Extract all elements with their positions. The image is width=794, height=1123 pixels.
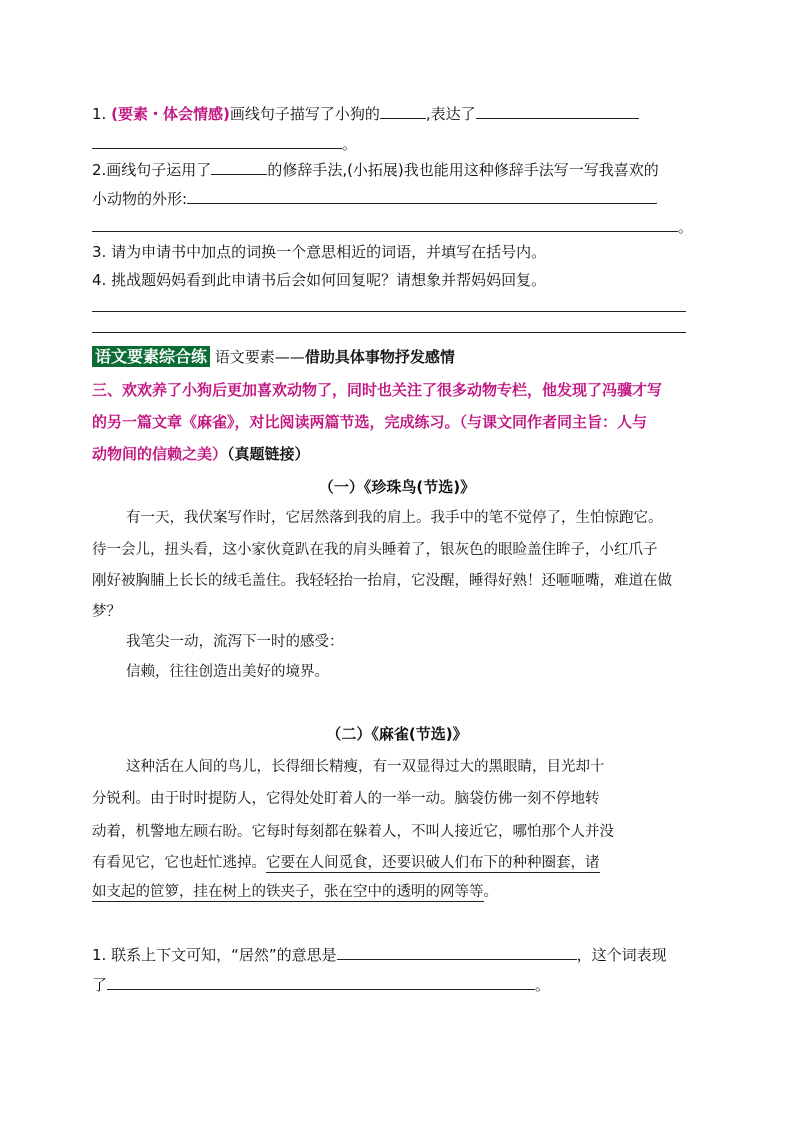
answer-blank[interactable] [92,133,342,149]
intro-source: （真题链接） [227,445,310,463]
passage-2-line [92,853,600,873]
question-tag: (要素・体会情感) [111,105,230,123]
passage-1-line: 刚好被胸脯上长长的绒毛盖住。我轻轻抬一抬肩，它没醒，睡得好熟！还咂咂嘴，难道在做 [92,573,672,589]
question-4: 4. 挑战题妈妈看到此申请书后会如何回复呢？请想象并帮妈妈回复。 [92,271,547,289]
passage-2-line: 动着，机警地左顾右盼。它每时每刻都在躲着人，不叫人接近它，哪怕那个人并没 [92,824,614,840]
period: 。 [535,976,551,994]
passage-1-line: 待一会儿，扭头看，这小家伙竟趴在我的肩头睡着了，银灰色的眼睑盖住眸子，小红爪子 [92,542,658,558]
question-2-line-2 [92,188,657,209]
passage-2-title: （二）《麻雀(节选)》 [326,725,468,743]
section-heading [92,345,455,369]
answer-line[interactable] [92,311,686,312]
answer-blank[interactable] [187,188,657,204]
answer-blank[interactable] [337,944,577,960]
answer-blank[interactable] [92,216,678,232]
passage-1-line: 梦？ [92,604,121,620]
question-text: ,表达了 [425,105,476,123]
passage-1-line: 有一天，我伏案写作时，它居然落到我的肩上。我手中的笔不觉停了，生怕惊跑它。 [126,510,663,526]
answer-line[interactable] [92,332,686,333]
question-5-line-1 [92,944,667,965]
passage-1-line: 信赖，往往创造出美好的境界。 [126,664,329,680]
question-text: 小动物的外形: [92,190,188,208]
question-5-line-2 [92,974,550,995]
passage-2-text: 有看见它，它也赶忙逃掉。 [92,855,266,871]
question-text: 2.画线句子运用了 [92,161,212,179]
answer-blank[interactable] [107,974,535,990]
question-3: 3. 请为申请书中加点的词换一个意思相近的词语，并填写在括号内。 [92,243,547,261]
section-label: 语文要素—— [214,348,305,366]
intro-theme: 动物间的信赖之美） [92,445,228,463]
passage-1-title: （一）《珍珠鸟(节选)》 [318,478,476,496]
question-2-line-3 [92,216,693,237]
answer-blank[interactable] [380,103,426,119]
question-2-line-1 [92,159,659,180]
question-text: 画线句子描写了小狗的 [229,105,380,123]
question-1-line-1 [92,103,639,124]
question-text: 了 [92,976,108,994]
question-text: ，这个词表现 [576,946,667,964]
question-text: 的修辞手法,(小拓展)我也能用这种修辞手法写一写我喜欢的 [267,161,659,179]
section-badge: 语文要素综合练 [92,346,210,367]
intro-line-3 [92,444,310,464]
answer-blank[interactable] [476,103,639,119]
section-title: 借助具体事物抒发感情 [304,348,455,366]
underlined-sentence: 如支起的笸箩，挂在树上的铁夹子，张在空中的透明的网等等 [92,884,484,900]
period: 。 [342,135,358,153]
period: 。 [483,884,498,900]
passage-2-line [92,882,498,902]
passage-2-line: 分锐利。由于时时提防人，它得处处盯着人的一举一动。脑袋仿佛一刻不停地转 [92,791,600,807]
answer-blank[interactable] [211,159,267,175]
intro-line-2: 的另一篇文章《麻雀》，对比阅读两篇节选，完成练习。（与课文同作者同主旨：人与 [92,413,648,431]
question-1-line-2 [92,133,357,154]
question-text: 1. 联系上下文可知，“居然”的意思是 [92,946,337,964]
question-number: 1. [92,105,112,123]
underlined-sentence: 它要在人间觅食，还要识破人们布下的种种圈套，诸 [266,855,600,871]
passage-2-line: 这种活在人间的鸟儿，长得细长精瘦，有一双显得过大的黑眼睛，目光却十 [126,759,605,775]
intro-line-1: 三、欢欢养了小狗后更加喜欢动物了，同时也关注了很多动物专栏，他发现了冯骥才写 [92,381,663,399]
passage-1-line: 我笔尖一动，流泻下一时的感受： [126,634,344,650]
period: 。 [678,218,694,236]
